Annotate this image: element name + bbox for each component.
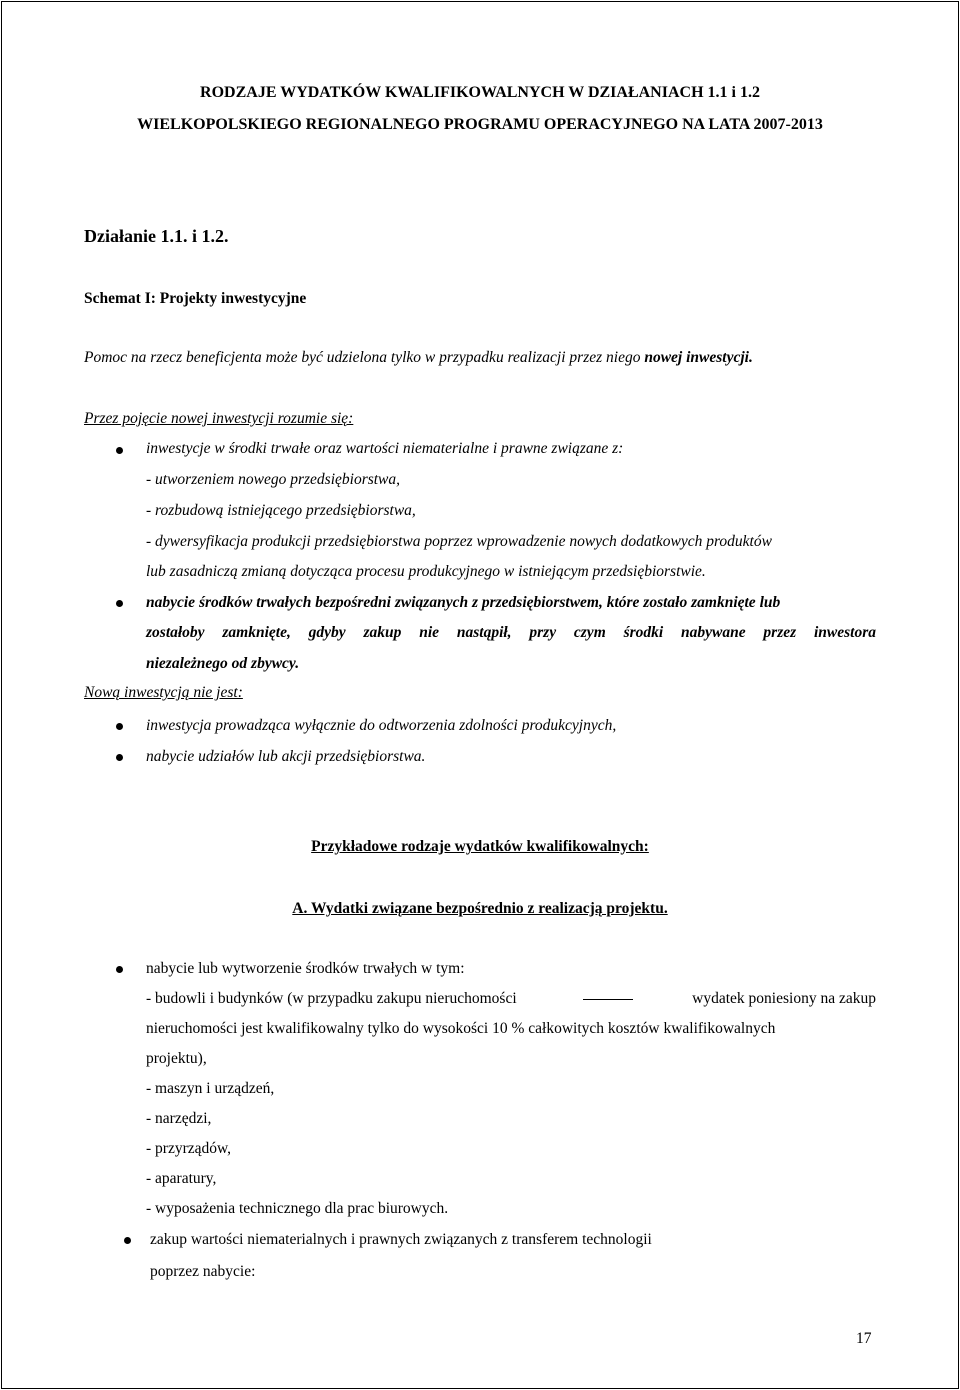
dash-connector: [583, 999, 633, 1000]
definition-sub-item: - rozbudową istniejącego przedsiębiorstwa,: [146, 502, 416, 519]
not-investment-item: inwestycja prowadząca wyłącznie do odtworzenia zdolności produkcyjnych,: [146, 717, 617, 734]
document-title-line2: WIELKOPOLSKIEGO REGIONALNEGO PROGRAMU OPERACYJNEGO NA LATA 2007-2013: [137, 116, 823, 133]
bullet-icon: [116, 966, 123, 973]
definition-sub-item-cont: lub zasadniczą zmianą dotycząca procesu produkcyjnego w istniejącym przedsiębiorstwie.: [146, 563, 706, 580]
not-investment-heading: Nową inwestycją nie jest:: [84, 684, 243, 701]
definition-sub-item: - dywersyfikacja produkcji przedsiębiorstwa poprzez wprowadzenie nowych dodatkowych produktów: [146, 533, 772, 550]
expense-sub-item: - aparatury,: [146, 1170, 217, 1187]
expense-line: projektu),: [146, 1050, 207, 1067]
definition-item-2: nabycie środków trwałych bezpośredni związanych z przedsiębiorstwem, które zostało zamknięte lub: [146, 594, 781, 611]
bullet-icon: [116, 723, 123, 730]
expense-line-left: - budowli i budynków (w przypadku zakupu nieruchomości: [146, 990, 517, 1007]
expense-item-1: nabycie lub wytworzenie środków trwałych w tym:: [146, 960, 465, 977]
document-title-line1: RODZAJE WYDATKÓW KWALIFIKOWALNYCH W DZIAŁANIACH 1.1 i 1.2: [200, 84, 760, 101]
bullet-icon: [124, 1237, 131, 1244]
intro-text: Pomoc na rzecz beneficjenta może być udzielona tylko w przypadku realizacji przez niego: [84, 349, 645, 366]
expense-sub-item: - przyrządów,: [146, 1140, 232, 1157]
expense-sub-item: - narzędzi,: [146, 1110, 212, 1127]
definition-item-1: inwestycje w środki trwałe oraz wartości niematerialne i prawne związane z:: [146, 440, 624, 457]
expense-line: nieruchomości jest kwalifikowalny tylko do wysokości 10 % całkowitych kosztów kwalifikowalnych: [146, 1020, 776, 1037]
page-number: 17: [856, 1330, 872, 1347]
intro-bold-text: nowej inwestycji.: [644, 349, 753, 366]
expense-item-2-cont: poprzez nabycie:: [150, 1263, 256, 1280]
intro-paragraph: [84, 349, 753, 367]
definition-sub-item: - utworzeniem nowego przedsiębiorstwa,: [146, 471, 401, 488]
section-heading: Działanie 1.1. i 1.2.: [84, 226, 229, 246]
expense-line: [146, 990, 876, 1008]
bullet-icon: [116, 447, 123, 454]
bullet-icon: [116, 754, 123, 761]
expense-sub-item: - wyposażenia technicznego dla prac biurowych.: [146, 1200, 449, 1217]
bullet-icon: [116, 600, 123, 607]
examples-subheading: A. Wydatki związane bezpośrednio z realizacją projektu.: [292, 900, 668, 917]
not-investment-item: nabycie udziałów lub akcji przedsiębiorstwa.: [146, 748, 426, 765]
expense-line-right: wydatek poniesiony na zakup: [692, 990, 876, 1007]
schema-heading: Schemat I: Projekty inwestycyjne: [84, 290, 307, 307]
examples-heading: Przykładowe rodzaje wydatków kwalifikowalnych:: [311, 838, 649, 855]
definition-heading: Przez pojęcie nowej inwestycji rozumie się:: [84, 410, 354, 427]
definition-item-2-cont: niezależnego od zbywcy.: [146, 655, 300, 672]
expense-item-2: zakup wartości niematerialnych i prawnych związanych z transferem technologii: [150, 1231, 652, 1248]
expense-sub-item: - maszyn i urządzeń,: [146, 1080, 275, 1097]
definition-item-2-cont: zostałoby zamknięte, gdyby zakup nie nastąpił, przy czym środki nabywane przez inwestora: [146, 624, 876, 641]
